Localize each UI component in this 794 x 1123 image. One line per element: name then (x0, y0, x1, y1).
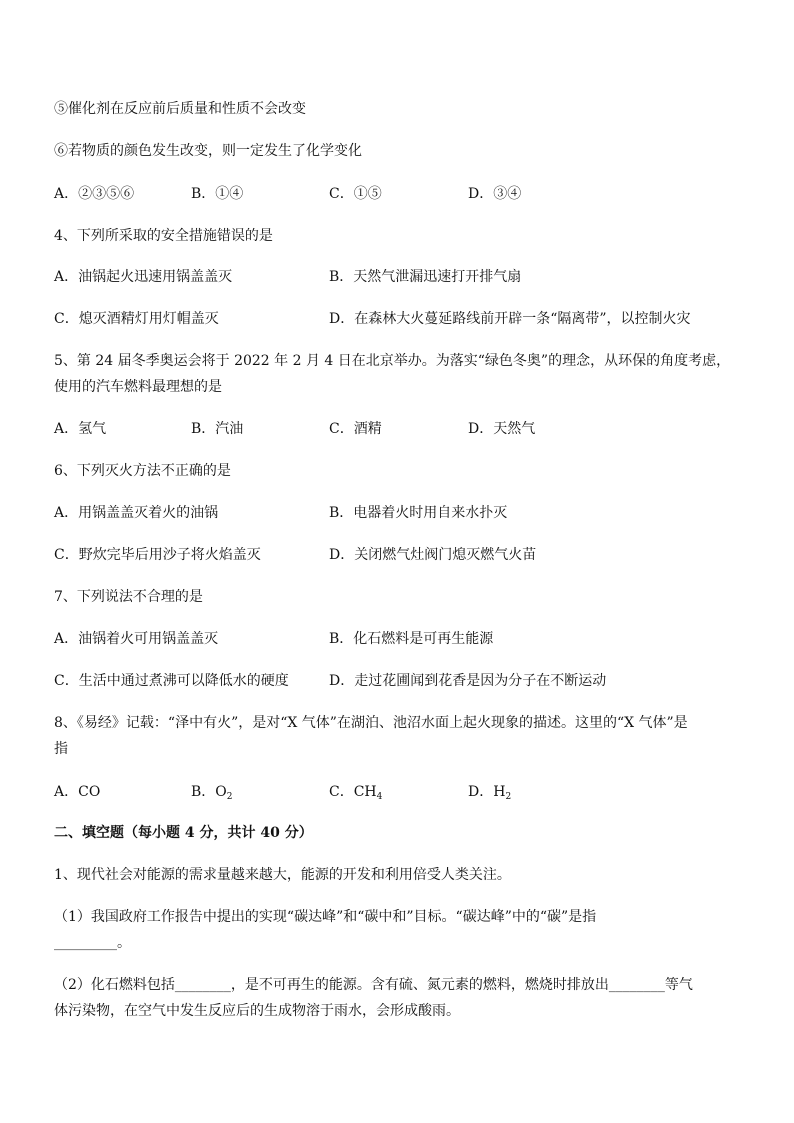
q6-option-c: C．野炊完毕后用沙子将火焰盖灭 (54, 547, 261, 563)
q4-stem: 4、下列所采取的安全措施错误的是 (54, 228, 273, 244)
q3-option-a: A．②③⑤⑥ (54, 186, 135, 202)
q8-option-c (329, 783, 382, 806)
fill-q1-part2-line1: （2）化石燃料包括________，是不可再生的能源。含有硫、氮元素的燃料，燃烧时排放出________等气 (54, 977, 693, 993)
fill-q1-stem: 1、现代社会对能源的需求量越来越大，能源的开发和利用倍受人类关注。 (54, 867, 511, 883)
q8-option-a (54, 783, 100, 801)
q8-option-b (191, 783, 233, 806)
q4-option-b: B．天然气泄漏迅速打开排气扇 (329, 269, 522, 285)
q7-option-b: B．化石燃料是可再生能源 (329, 631, 494, 647)
q5-option-a: A．氢气 (54, 421, 107, 437)
q8-option-b-subscript: 2 (226, 792, 233, 802)
q7-option-d: D．走过花圃闻到花香是因为分子在不断运动 (329, 673, 607, 689)
statement-6: ⑥若物质的颜色发生改变，则一定发生了化学变化 (54, 143, 362, 159)
q3-option-d: D．③④ (468, 186, 522, 202)
q8-option-d-label: D．H (468, 784, 506, 800)
q8-option-b-label: B．O (191, 784, 227, 800)
q8-option-d (468, 783, 511, 806)
q4-option-d: D．在森林大火蔓延路线前开辟一条“隔离带”，以控制火灾 (329, 311, 691, 327)
q6-stem: 6、下列灭火方法不正确的是 (54, 463, 231, 479)
q5-option-c: C．酒精 (329, 421, 382, 437)
q4-option-c: C．熄灭酒精灯用灯帽盖灭 (54, 311, 219, 327)
q6-option-b: B．电器着火时用自来水扑灭 (329, 505, 508, 521)
q6-option-a: A．用锅盖盖灭着火的油锅 (54, 505, 219, 521)
statement-5: ⑤催化剂在反应前后质量和性质不会改变 (54, 101, 306, 117)
q8-stem-line2: 指 (54, 741, 68, 757)
q8-option-d-subscript: 2 (505, 792, 512, 802)
section-2-title: 二、填空题（每小题 4 分，共计 40 分） (54, 825, 313, 841)
q7-stem: 7、下列说法不合理的是 (54, 589, 203, 605)
q6-option-d: D．关闭燃气灶阀门熄灭燃气火苗 (329, 547, 537, 563)
q3-option-b: B．①④ (191, 186, 244, 202)
q7-option-c: C．生活中通过煮沸可以降低水的硬度 (54, 673, 289, 689)
q3-option-c: C．①⑤ (329, 186, 382, 202)
q5-option-b: B．汽油 (191, 421, 244, 437)
q8-option-a-label: A．CO (54, 784, 101, 800)
fill-q1-part1-line1: （1）我国政府工作报告中提出的实现“碳达峰”和“碳中和”目标。“碳达峰”中的“碳”是指 (54, 909, 597, 925)
q5-option-d: D．天然气 (468, 421, 536, 437)
q8-option-c-label: C．CH (329, 784, 377, 800)
q5-stem-line2: 使用的汽车燃料最理想的是 (54, 379, 222, 395)
q7-option-a: A．油锅着火可用锅盖盖灭 (54, 631, 219, 647)
q8-stem-line1: 8、《易经》记载：“泽中有火”，是对“X 气体”在湖泊、池沼水面上起火现象的描述。这里的“X 气体”是 (54, 715, 688, 731)
fill-q1-part2-line2: 体污染物，在空气中发生反应后的生成物溶于雨水，会形成酸雨。 (54, 1003, 460, 1019)
fill-q1-part1-line2: _________。 (54, 935, 131, 951)
q8-option-c-subscript: 4 (376, 792, 383, 802)
q5-stem-line1: 5、第 24 届冬季奥运会将于 2022 年 2 月 4 日在北京举办。为落实“绿色冬奥”的理念，从环保的角度考虑， (54, 353, 731, 369)
q4-option-a: A．油锅起火迅速用锅盖盖灭 (54, 269, 233, 285)
